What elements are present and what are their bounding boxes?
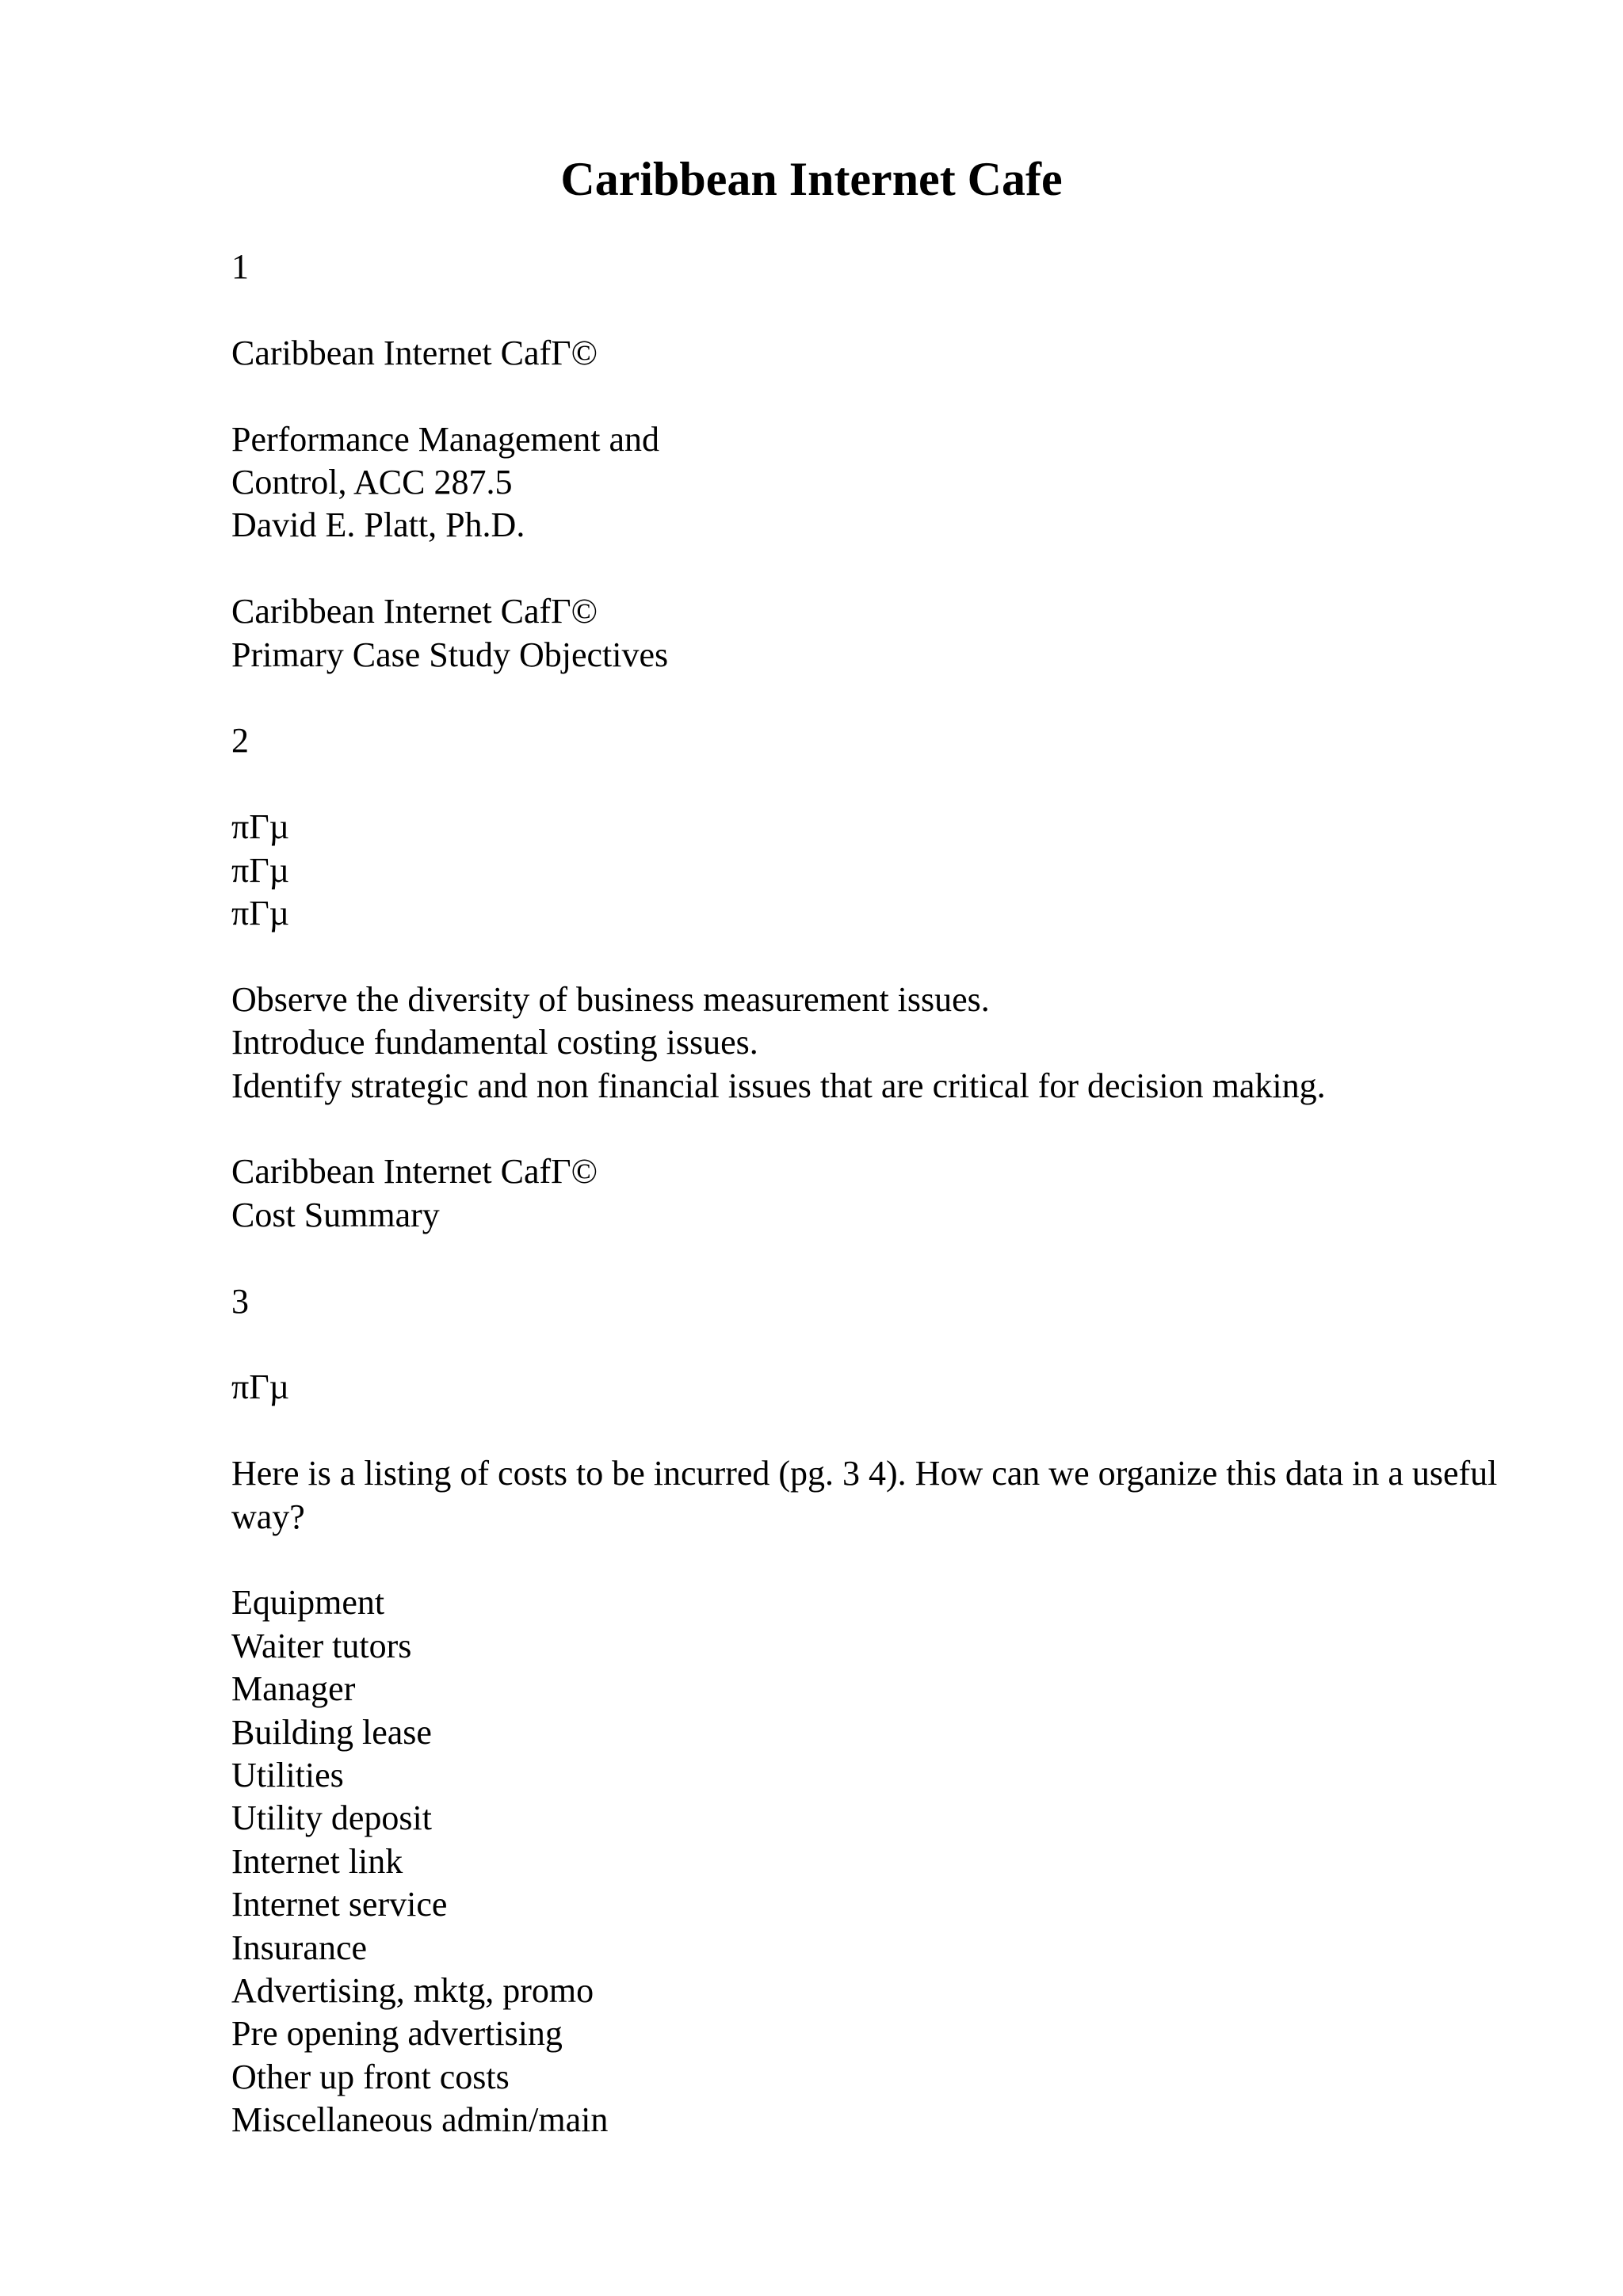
body-line: Performance Management and [231,419,659,459]
spacer [231,288,1499,331]
bullet-glyph: πΓµ [231,1367,290,1407]
slide-number: 1 [231,247,249,286]
document-body [231,246,1499,2142]
slide-number: 2 [231,721,249,761]
body-line: Control, ACC 287.5 [231,463,513,502]
objective-line: Observe the diversity of business measurement issues. [231,979,990,1019]
spacer [231,1539,1499,1581]
cost-item: Internet service [231,1885,448,1924]
cost-item: Utility deposit [231,1798,432,1838]
cost-item: Internet link [231,1841,403,1881]
cost-item: Insurance [231,1928,368,1967]
cost-item: Other up front costs [231,2057,510,2096]
bullet-glyph: πΓµ [231,807,290,847]
document-title: Caribbean Internet Cafe [560,153,1063,205]
intro-paragraph: Here is a listing of costs to be incurred (pg. 3 4). How can we organize this data in a useful way? [231,1454,1498,1536]
spacer [231,1323,1499,1366]
spacer [231,677,1499,719]
cost-item: Equipment [231,1583,385,1623]
slide-heading: Caribbean Internet CafΓ© [231,592,598,631]
cost-item: Manager [231,1669,356,1709]
slide-subheading: Primary Case Study Objectives [231,635,669,674]
spacer [231,935,1499,978]
bullet-glyph: πΓµ [231,894,290,933]
body-line: David E. Platt, Ph.D. [231,505,525,545]
spacer [231,547,1499,590]
cost-item: Pre opening advertising [231,2014,563,2054]
cost-item: Waiter tutors [231,1626,412,1665]
objective-line: Identify strategic and non financial issues that are critical for decision making. [231,1066,1326,1105]
cost-item: Miscellaneous admin/main [231,2100,609,2140]
cost-item: Utilities [231,1756,344,1795]
slide-subheading: Cost Summary [231,1195,440,1234]
cost-item: Advertising, mktg, promo [231,1971,594,2011]
cost-item: Building lease [231,1712,432,1752]
spacer [231,1237,1499,1280]
objective-line: Introduce fundamental costing issues. [231,1023,758,1062]
slide-heading: Caribbean Internet CafΓ© [231,333,598,372]
spacer [231,763,1499,806]
spacer [231,1409,1499,1452]
slide-number: 3 [231,1281,249,1321]
spacer [231,375,1499,418]
spacer [231,1108,1499,1150]
bullet-glyph: πΓµ [231,850,290,890]
slide-heading: Caribbean Internet CafΓ© [231,1152,598,1192]
